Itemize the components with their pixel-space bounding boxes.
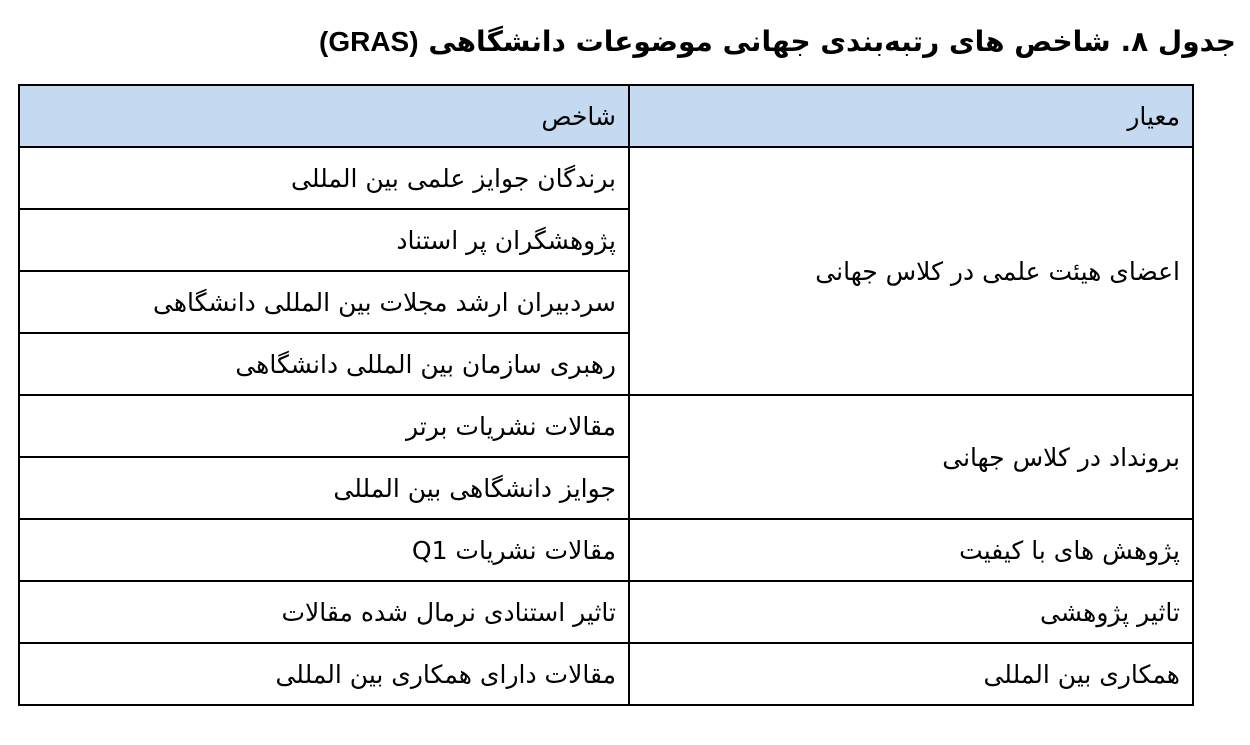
indicator-cell: جوایز دانشگاهی بین المللی	[19, 457, 629, 519]
indicator-cell: مقالات نشریات برتر	[19, 395, 629, 457]
table-caption	[319, 22, 1236, 62]
table-row	[19, 643, 1193, 705]
criterion-cell: همکاری بین المللی	[629, 643, 1193, 705]
criterion-cell: پژوهش های با کیفیت	[629, 519, 1193, 581]
indicator-cell: مقالات نشریات Q1	[19, 519, 629, 581]
indicator-cell: تاثیر استنادی نرمال شده مقالات	[19, 581, 629, 643]
table-row	[19, 395, 1193, 457]
table-row	[19, 519, 1193, 581]
indicator-cell: مقالات دارای همکاری بین المللی	[19, 643, 629, 705]
header-indicator: شاخص	[19, 85, 629, 147]
indicator-cell: رهبری سازمان بین المللی دانشگاهی	[19, 333, 629, 395]
criterion-cell: برونداد در کلاس جهانی	[629, 395, 1193, 519]
indicator-cell: برندگان جوایز علمی بین المللی	[19, 147, 629, 209]
indicator-cell: سردبیران ارشد مجلات بین المللی دانشگاهی	[19, 271, 629, 333]
table-header-row	[19, 85, 1193, 147]
criterion-cell: اعضای هیئت علمی در کلاس جهانی	[629, 147, 1193, 395]
gras-indicators-table	[18, 84, 1194, 706]
caption-text: جدول ۸. شاخص های رتبه‌بندی جهانی موضوعات دانشگاهی	[428, 25, 1236, 58]
criterion-cell: تاثیر پژوهشی	[629, 581, 1193, 643]
header-criterion: معیار	[629, 85, 1193, 147]
caption-abbreviation: (GRAS)	[319, 26, 419, 57]
table-row	[19, 147, 1193, 209]
indicator-cell: پژوهشگران پر استناد	[19, 209, 629, 271]
table-row	[19, 581, 1193, 643]
